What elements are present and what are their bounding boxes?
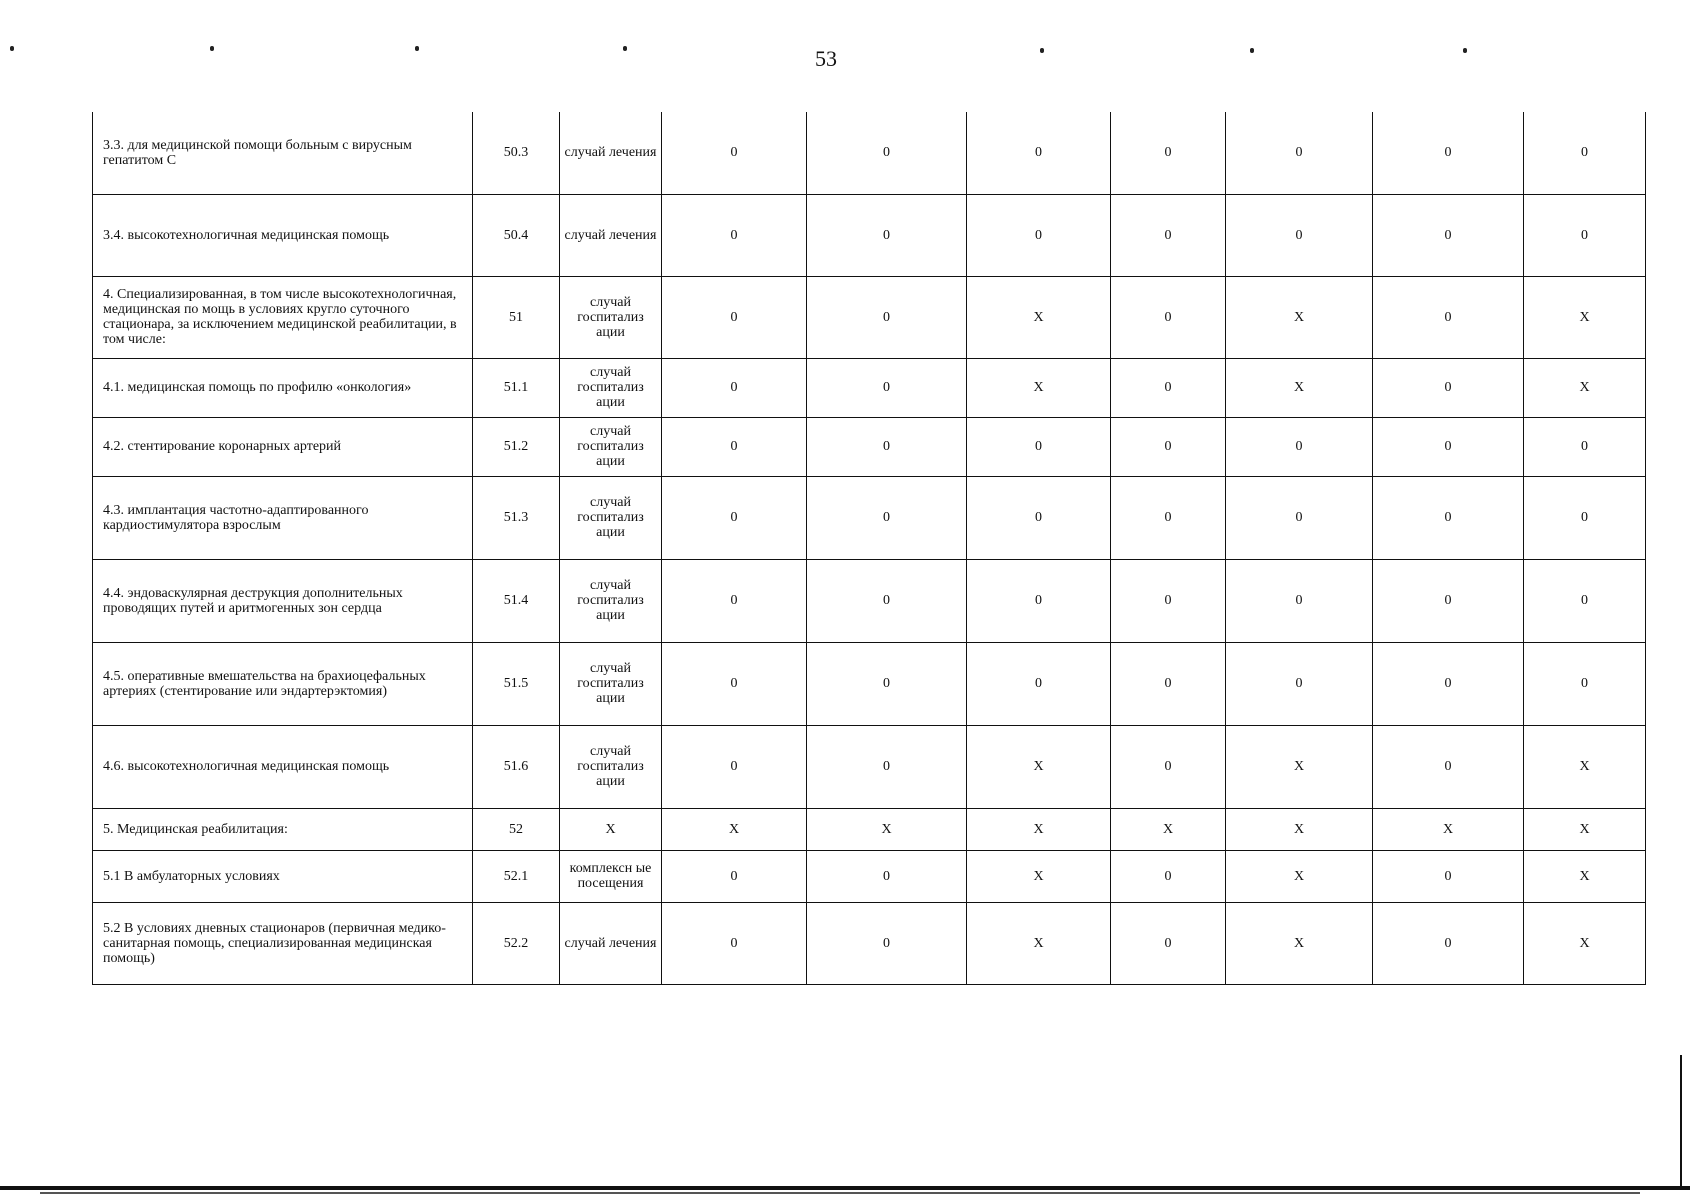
value-cell: 0 (967, 417, 1111, 476)
value-cell: 0 (1373, 276, 1524, 358)
value-cell: 0 (662, 902, 807, 984)
value-cell: 0 (662, 417, 807, 476)
value-cell: 0 (1524, 642, 1646, 725)
value-cell: 0 (1111, 850, 1226, 902)
value-cell: 0 (807, 358, 967, 417)
table-row (93, 417, 1646, 476)
value-cell: 0 (1524, 559, 1646, 642)
value-cell: 0 (1226, 476, 1373, 559)
value-cell: 0 (662, 112, 807, 194)
value-cell: 0 (807, 112, 967, 194)
row-code-cell: 51.3 (473, 476, 560, 559)
value-cell: 0 (1373, 850, 1524, 902)
value-cell: X (1226, 850, 1373, 902)
row-code-cell: 51.1 (473, 358, 560, 417)
table-row (93, 642, 1646, 725)
value-cell: 0 (807, 902, 967, 984)
value-cell: 0 (1373, 358, 1524, 417)
value-cell: X (1111, 808, 1226, 850)
value-cell: 0 (807, 476, 967, 559)
value-cell: X (1524, 850, 1646, 902)
value-cell: X (967, 276, 1111, 358)
row-unit-cell: случай лечения (560, 194, 662, 276)
row-unit-cell: случай госпитализ ации (560, 276, 662, 358)
row-code-cell: 51 (473, 276, 560, 358)
row-code-cell: 50.3 (473, 112, 560, 194)
value-cell: 0 (1524, 417, 1646, 476)
row-name-cell: 4.6. высокотехнологичная медицинская помощь (93, 725, 473, 808)
value-cell: 0 (807, 194, 967, 276)
table-row (93, 194, 1646, 276)
value-cell: 0 (1373, 417, 1524, 476)
value-cell: 0 (967, 559, 1111, 642)
value-cell: 0 (807, 276, 967, 358)
value-cell: 0 (1226, 642, 1373, 725)
value-cell: 0 (1111, 276, 1226, 358)
value-cell: X (1373, 808, 1524, 850)
row-name-cell: 5. Медицинская реабилитация: (93, 808, 473, 850)
value-cell: 0 (1111, 194, 1226, 276)
row-code-cell: 52.1 (473, 850, 560, 902)
value-cell: 0 (1524, 194, 1646, 276)
value-cell: 0 (662, 476, 807, 559)
value-cell: 0 (1373, 476, 1524, 559)
value-cell: 0 (1373, 559, 1524, 642)
row-name-cell: 3.3. для медицинской помощи больным с вирусным гепатитом С (93, 112, 473, 194)
value-cell: 0 (662, 358, 807, 417)
row-code-cell: 52.2 (473, 902, 560, 984)
value-cell: 0 (1111, 476, 1226, 559)
row-name-cell: 4.4. эндоваскулярная деструкция дополнительных проводящих путей и аритмогенных зон сердца (93, 559, 473, 642)
value-cell: X (1524, 902, 1646, 984)
row-unit-cell: комплексн ые посещения (560, 850, 662, 902)
value-cell: 0 (807, 725, 967, 808)
value-cell: 0 (807, 417, 967, 476)
table-row (93, 112, 1646, 194)
row-unit-cell: случай госпитализ ации (560, 642, 662, 725)
table-row (93, 850, 1646, 902)
row-unit-cell: случай лечения (560, 112, 662, 194)
value-cell: X (967, 808, 1111, 850)
value-cell: 0 (662, 725, 807, 808)
value-cell: X (1524, 808, 1646, 850)
value-cell: 0 (1111, 112, 1226, 194)
page-number: 53 (815, 46, 837, 71)
value-cell: 0 (1373, 642, 1524, 725)
value-cell: 0 (1373, 725, 1524, 808)
row-name-cell: 4.3. имплантация частотно-адаптированного кардиостимулятора взрослым (93, 476, 473, 559)
value-cell: 0 (1111, 559, 1226, 642)
scan-edge (1680, 1055, 1682, 1190)
scan-dot (210, 46, 214, 51)
value-cell: 0 (807, 559, 967, 642)
scan-dot (10, 46, 14, 51)
value-cell: X (967, 725, 1111, 808)
table-row (93, 476, 1646, 559)
row-unit-cell: случай госпитализ ации (560, 358, 662, 417)
row-unit-cell: X (560, 808, 662, 850)
row-code-cell: 51.4 (473, 559, 560, 642)
value-cell: X (1226, 808, 1373, 850)
table-row (93, 276, 1646, 358)
value-cell: X (1226, 276, 1373, 358)
value-cell: 0 (1226, 112, 1373, 194)
row-code-cell: 52 (473, 808, 560, 850)
row-code-cell: 51.6 (473, 725, 560, 808)
row-unit-cell: случай госпитализ ации (560, 725, 662, 808)
value-cell: 0 (1226, 417, 1373, 476)
row-unit-cell: случай лечения (560, 902, 662, 984)
row-name-cell: 3.4. высокотехнологичная медицинская помощь (93, 194, 473, 276)
row-name-cell: 5.2 В условиях дневных стационаров (первичная медико-санитарная помощь, специализированная медицинская помощь) (93, 902, 473, 984)
value-cell: 0 (1524, 112, 1646, 194)
table-row (93, 725, 1646, 808)
value-cell: 0 (1373, 902, 1524, 984)
table-row (93, 559, 1646, 642)
value-cell: X (1226, 358, 1373, 417)
value-cell: X (967, 358, 1111, 417)
value-cell: 0 (1111, 725, 1226, 808)
value-cell: 0 (807, 850, 967, 902)
row-name-cell: 4.1. медицинская помощь по профилю «онкология» (93, 358, 473, 417)
value-cell: 0 (662, 559, 807, 642)
value-cell: 0 (967, 642, 1111, 725)
row-name-cell: 4.5. оперативные вмешательства на брахиоцефальных артериях (стентирование или эндартерэктомия) (93, 642, 473, 725)
value-cell: 0 (662, 850, 807, 902)
scan-dot (1250, 48, 1254, 53)
scan-dot (415, 46, 419, 51)
value-cell: X (662, 808, 807, 850)
scan-dot (1463, 48, 1467, 53)
value-cell: 0 (1111, 358, 1226, 417)
row-name-cell: 4. Специализированная, в том числе высокотехнологичная, медицинская по мощь в условиях кругло суточного стационара, за исключением медицинской реабилитации, в том числе: (93, 276, 473, 358)
value-cell: 0 (1111, 642, 1226, 725)
row-name-cell: 5.1 В амбулаторных условиях (93, 850, 473, 902)
row-code-cell: 51.5 (473, 642, 560, 725)
row-unit-cell: случай госпитализ ации (560, 476, 662, 559)
value-cell: 0 (1226, 559, 1373, 642)
value-cell: 0 (662, 642, 807, 725)
row-name-cell: 4.2. стентирование коронарных артерий (93, 417, 473, 476)
value-cell: X (967, 902, 1111, 984)
value-cell: 0 (1111, 902, 1226, 984)
value-cell: 0 (662, 276, 807, 358)
scan-dot (1040, 48, 1044, 53)
value-cell: 0 (807, 642, 967, 725)
value-cell: 0 (1373, 194, 1524, 276)
row-unit-cell: случай госпитализ ации (560, 417, 662, 476)
value-cell: X (967, 850, 1111, 902)
value-cell: X (1226, 725, 1373, 808)
value-cell: 0 (967, 194, 1111, 276)
bottom-rule (0, 1186, 1690, 1190)
value-cell: 0 (1524, 476, 1646, 559)
data-table (92, 112, 1646, 985)
value-cell: X (1524, 725, 1646, 808)
value-cell: X (807, 808, 967, 850)
row-unit-cell: случай госпитализ ации (560, 559, 662, 642)
value-cell: X (1226, 902, 1373, 984)
value-cell: 0 (1111, 417, 1226, 476)
bottom-rule (40, 1192, 1640, 1194)
value-cell: 0 (967, 476, 1111, 559)
value-cell: 0 (662, 194, 807, 276)
table-row (93, 902, 1646, 984)
value-cell: 0 (1226, 194, 1373, 276)
table-row (93, 808, 1646, 850)
row-code-cell: 50.4 (473, 194, 560, 276)
scan-dot (623, 46, 627, 51)
value-cell: X (1524, 358, 1646, 417)
value-cell: 0 (967, 112, 1111, 194)
table-row (93, 358, 1646, 417)
value-cell: X (1524, 276, 1646, 358)
value-cell: 0 (1373, 112, 1524, 194)
row-code-cell: 51.2 (473, 417, 560, 476)
